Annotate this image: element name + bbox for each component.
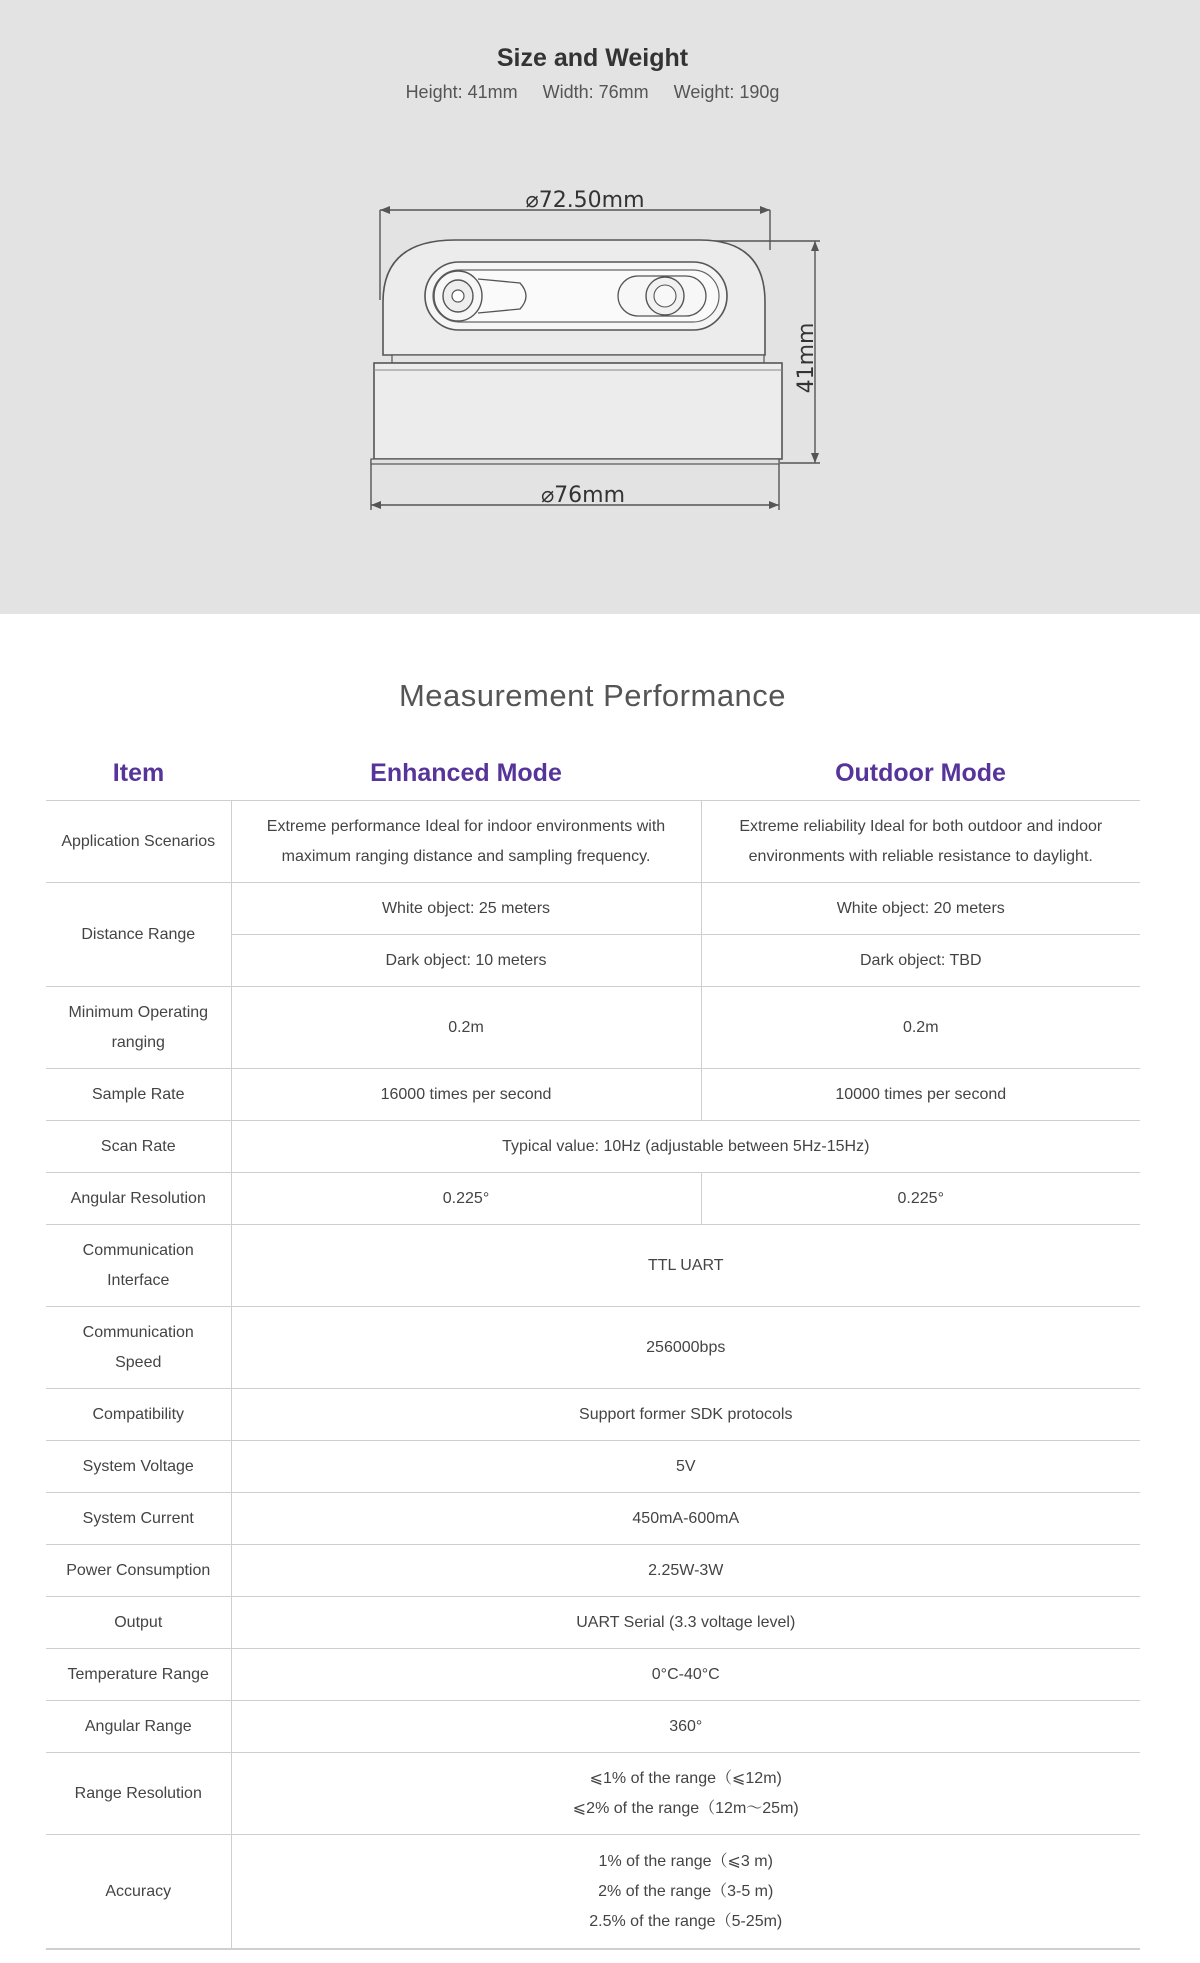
row-label: Scan Rate	[46, 1121, 231, 1173]
shared-value: 360°	[231, 1701, 1140, 1753]
table-row	[46, 1121, 1140, 1173]
enhanced-value: 16000 times per second	[231, 1069, 701, 1121]
shared-value: 5V	[231, 1441, 1140, 1493]
width-spec: Width: 76mm	[542, 82, 649, 102]
size-weight-title: Size and Weight	[496, 44, 689, 72]
table-row	[46, 1835, 1140, 1950]
table-row	[46, 1545, 1140, 1597]
table-row	[46, 1753, 1140, 1835]
table-row	[46, 1069, 1140, 1121]
header-item: Item	[46, 746, 231, 801]
size-weight-section	[0, 0, 1200, 614]
row-label: System Voltage	[46, 1441, 231, 1493]
outdoor-value: 0.225°	[701, 1173, 1140, 1225]
row-label: Angular Resolution	[46, 1173, 231, 1225]
base-diameter-label: ⌀76mm	[540, 483, 626, 508]
shared-value: 256000bps	[231, 1307, 1140, 1389]
enhanced-value: 0.225°	[231, 1173, 701, 1225]
row-label: Minimum Operating ranging	[46, 987, 231, 1069]
header-enhanced-mode: Enhanced Mode	[231, 746, 701, 801]
table-row	[46, 1225, 1140, 1307]
outdoor-value: 0.2m	[701, 987, 1140, 1069]
row-label: Communication Interface	[46, 1225, 231, 1307]
row-label: Distance Range	[46, 883, 231, 987]
row-label: Sample Rate	[46, 1069, 231, 1121]
row-label: Accuracy	[46, 1835, 231, 1950]
row-label: Output	[46, 1597, 231, 1649]
table-header-row	[46, 746, 1140, 801]
table-row	[46, 1307, 1140, 1389]
row-label: Range Resolution	[46, 1753, 231, 1835]
shared-value: Support former SDK protocols	[231, 1389, 1140, 1441]
row-label: Angular Range	[46, 1701, 231, 1753]
shared-value: Typical value: 10Hz (adjustable between 5Hz-15Hz)	[231, 1121, 1140, 1173]
row-label: Temperature Range	[46, 1649, 231, 1701]
enhanced-value: White object: 25 meters	[231, 883, 701, 935]
row-label: Communication Speed	[46, 1307, 231, 1389]
shared-value: UART Serial (3.3 voltage level)	[231, 1597, 1140, 1649]
row-label: Power Consumption	[46, 1545, 231, 1597]
spec-table	[46, 746, 1140, 1950]
outdoor-value: Dark object: TBD	[701, 935, 1140, 987]
table-row	[46, 1389, 1140, 1441]
table-row	[46, 987, 1140, 1069]
header-outdoor-mode: Outdoor Mode	[701, 746, 1140, 801]
outdoor-value: Extreme reliability Ideal for both outdoor and indoor environments with reliable resistance to daylight.	[701, 801, 1140, 883]
shared-value: 450mA-600mA	[231, 1493, 1140, 1545]
height-spec: Height: 41mm	[405, 82, 518, 102]
table-row	[46, 801, 1140, 883]
lidar-dimension-drawing	[0, 0, 1200, 614]
weight-spec: Weight: 190g	[673, 82, 780, 102]
table-row	[46, 1173, 1140, 1225]
height-label: 41mm	[794, 322, 819, 394]
row-label: Application Scenarios	[46, 801, 231, 883]
table-row	[46, 1441, 1140, 1493]
outdoor-value: 10000 times per second	[701, 1069, 1140, 1121]
enhanced-value: Extreme performance Ideal for indoor environments with maximum ranging distance and sampling frequency.	[231, 801, 701, 883]
row-label: Compatibility	[46, 1389, 231, 1441]
enhanced-value: Dark object: 10 meters	[231, 935, 701, 987]
table-row	[46, 1493, 1140, 1545]
outdoor-value: White object: 20 meters	[701, 883, 1140, 935]
table-row	[46, 1597, 1140, 1649]
top-diameter-label: ⌀72.50mm	[525, 188, 645, 213]
shared-value: 1% of the range（⩽3 m) 2% of the range（3-5 m) 2.5% of the range（5-25m)	[231, 1835, 1140, 1950]
measurement-performance-title: Measurement Performance	[398, 677, 787, 713]
shared-value: ⩽1% of the range（⩽12m) ⩽2% of the range（12m～25m)	[231, 1753, 1140, 1835]
table-row	[46, 1701, 1140, 1753]
table-row	[46, 1649, 1140, 1701]
row-label: System Current	[46, 1493, 231, 1545]
lidar-body	[371, 240, 782, 464]
shared-value: TTL UART	[231, 1225, 1140, 1307]
enhanced-value: 0.2m	[231, 987, 701, 1069]
shared-value: 2.25W-3W	[231, 1545, 1140, 1597]
table-row	[46, 883, 1140, 935]
shared-value: 0°C-40°C	[231, 1649, 1140, 1701]
